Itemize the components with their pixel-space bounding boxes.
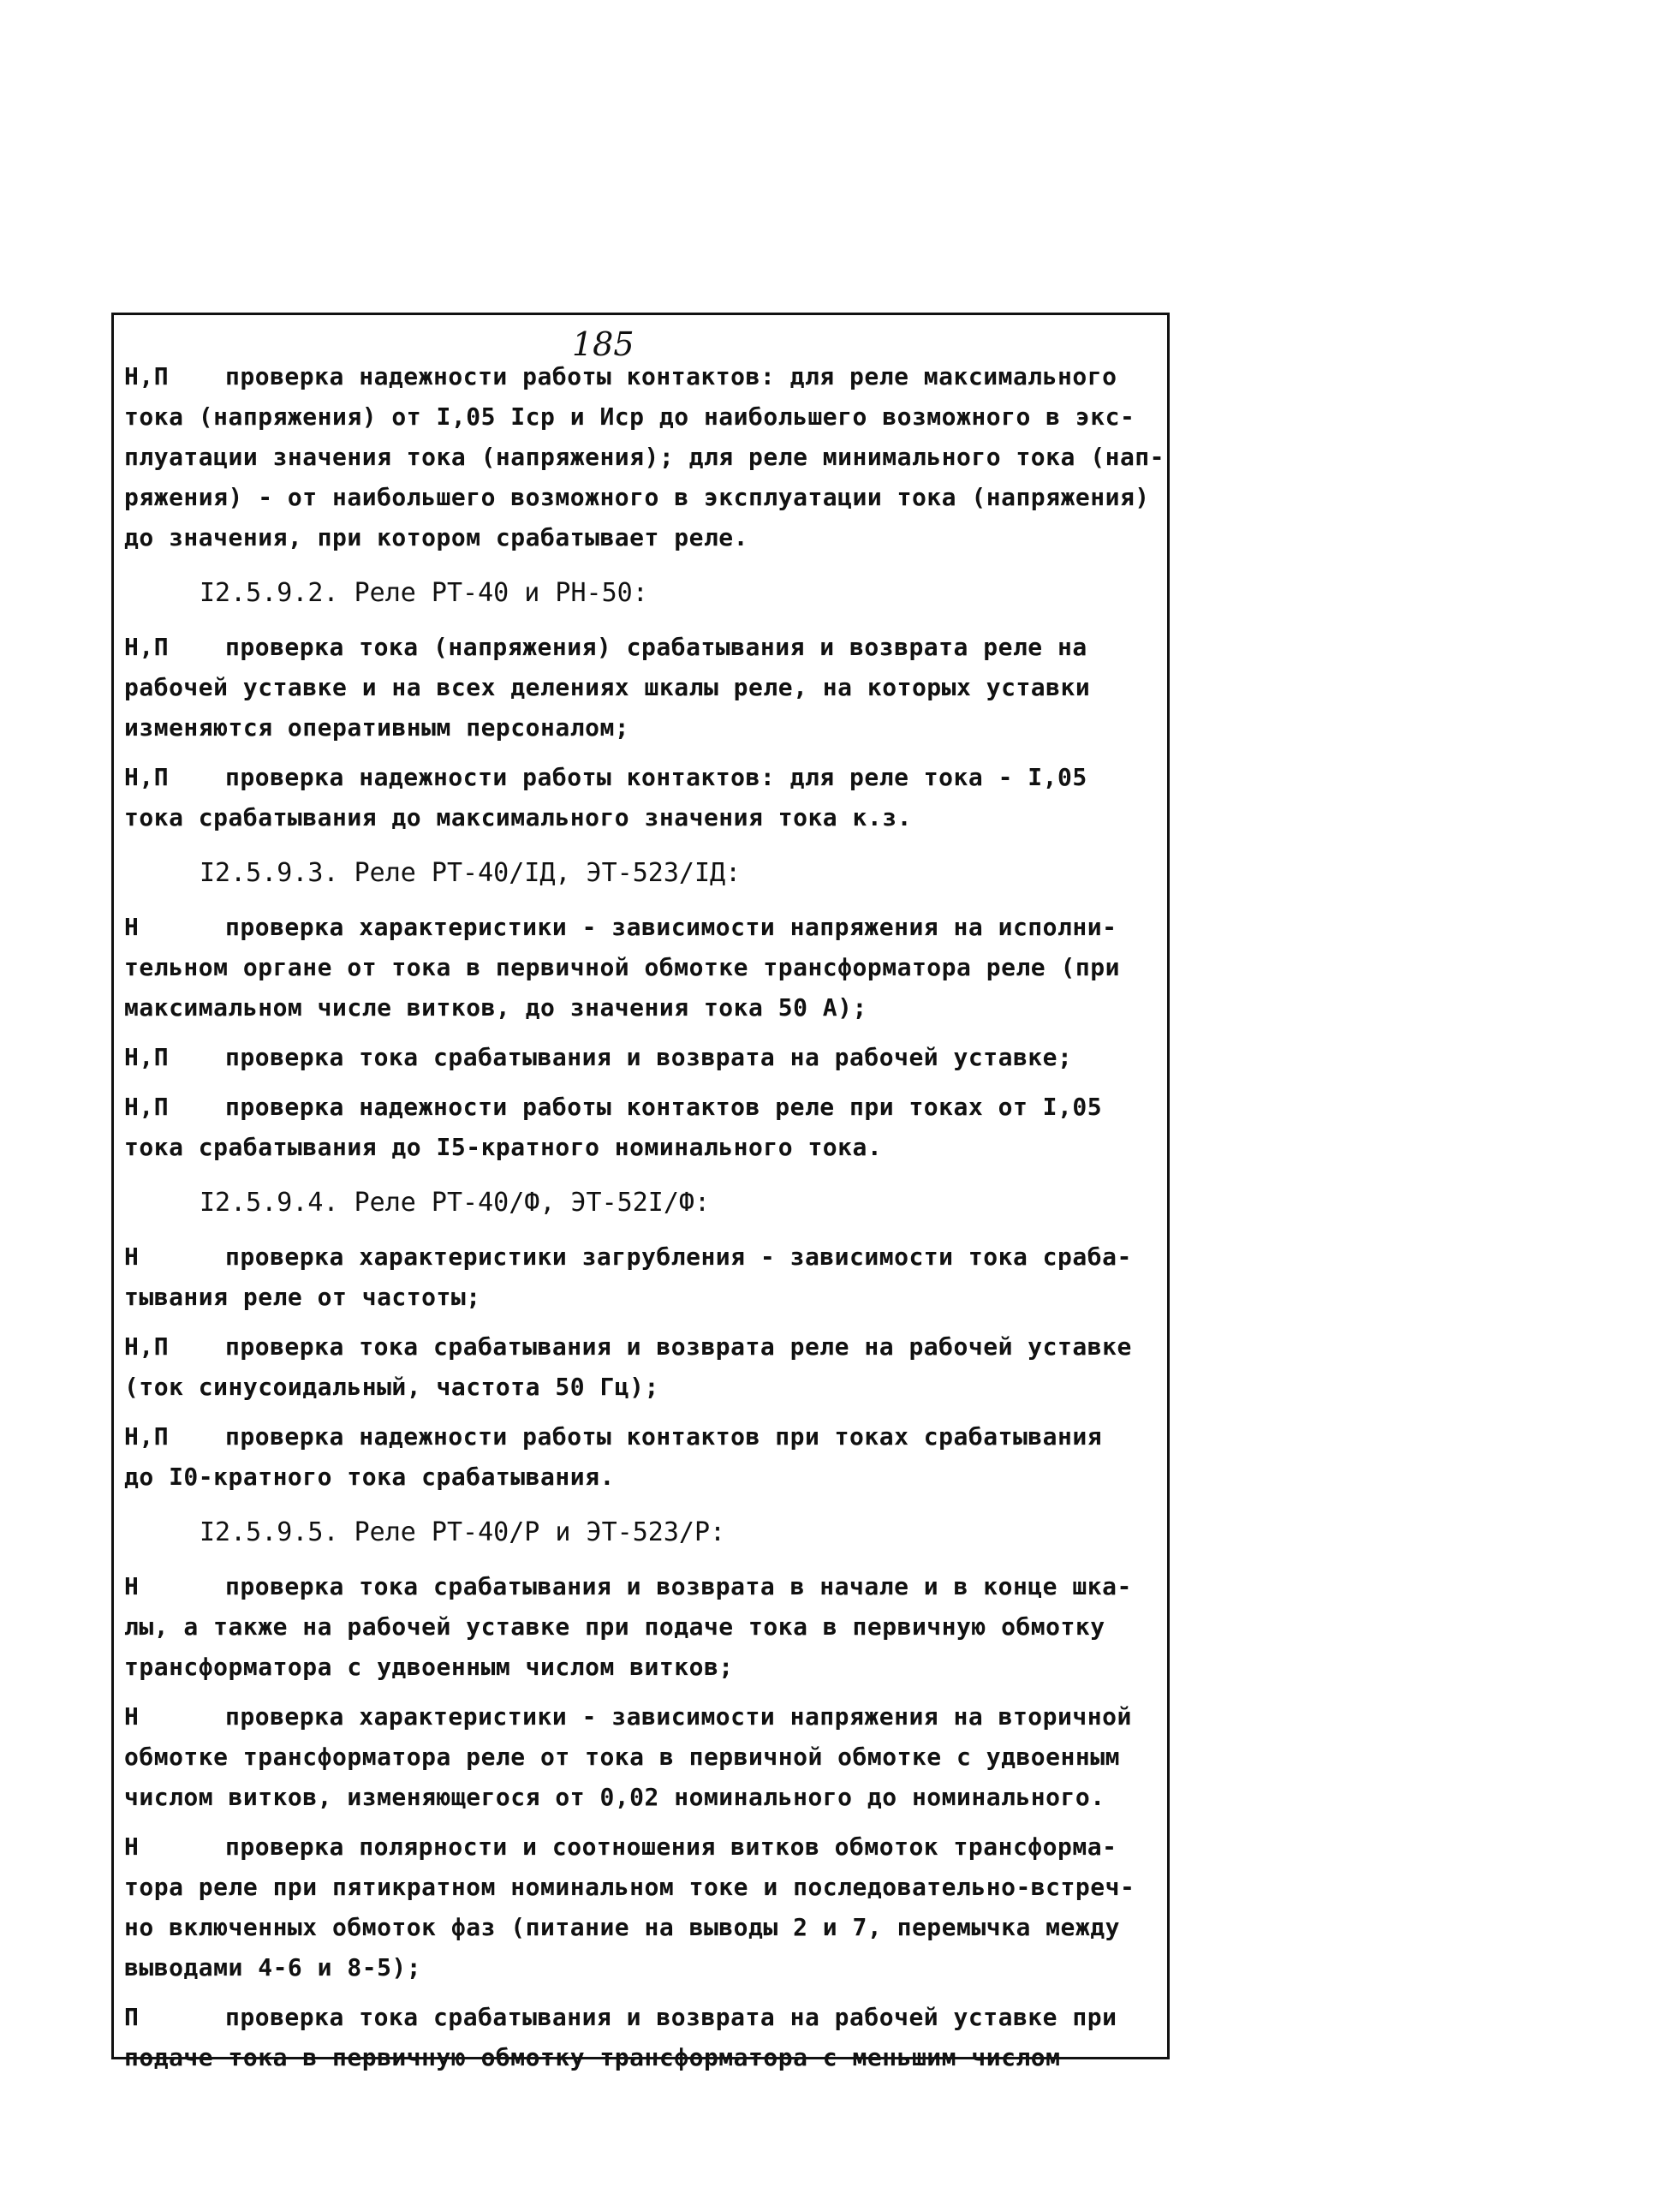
check-type-code: Н,П (124, 362, 170, 390)
line-text: проверка тока срабатывания и возврата на рабочей уставке при (225, 2003, 1117, 2031)
page-number: 185 (572, 325, 634, 363)
line-text: тока срабатывания до I5-кратного номинального тока. (124, 1133, 883, 1161)
line-text: трансформатора с удвоенным числом витков; (124, 1653, 734, 1681)
text-line (124, 711, 629, 745)
line-text: лы, а также на рабочей уставке при подаче тока в первичную обмотку (124, 1612, 1105, 1641)
text-line (124, 400, 1135, 434)
line-text: проверка тока срабатывания и возврата реле на рабочей уставке (225, 1332, 1132, 1361)
line-text: проверка характеристики - зависимости напряжения на исполни- (225, 913, 1117, 941)
line-text: проверка надежности работы контактов реле при токах от I,05 (225, 1093, 1103, 1121)
line-text: проверка надежности работы контактов: для реле максимального (225, 362, 1117, 390)
check-type-code: Н,П (124, 1093, 170, 1121)
section-heading: I2.5.9.3. Реле РТ-40/IД, ЭТ-523/IД: (200, 858, 742, 888)
check-type-code: Н (124, 1572, 140, 1600)
text-line (124, 1240, 1132, 1274)
line-text: числом витков, изменяющегося от 0,02 номинального до номинального. (124, 1783, 1105, 1811)
line-text: плуатации значения тока (напряжения); для реле минимального тока (нап- (124, 443, 1165, 471)
text-line (124, 1700, 1132, 1734)
check-type-code: Н (124, 1243, 140, 1271)
text-line (124, 1610, 1105, 1644)
line-text: рабочей уставке и на всех делениях шкалы реле, на которых уставки (124, 673, 1091, 701)
text-line (124, 670, 1090, 705)
text-line (124, 1280, 481, 1314)
check-type-code: Н,П (124, 1332, 170, 1361)
line-text: тельном органе от тока в первичной обмотке трансформатора реле (при (124, 953, 1120, 981)
text-line (124, 1830, 1117, 1864)
line-text: проверка надежности работы контактов: для реле тока - I,05 (225, 763, 1087, 791)
check-type-code: Н (124, 1702, 140, 1731)
text-line (124, 760, 1087, 795)
line-text: подаче тока в первичную обмотку трансформатора с меньшим числом (124, 2043, 1061, 2071)
line-text: обмотке трансформатора реле от тока в первичной обмотке с удвоенным (124, 1743, 1120, 1771)
line-text: до значения, при котором срабатывает реле. (124, 523, 749, 551)
check-type-code: Н,П (124, 1043, 170, 1071)
line-text: проверка тока срабатывания и возврата в начале и в конце шка- (225, 1572, 1132, 1600)
text-line (124, 1951, 421, 1985)
text-line (124, 521, 748, 555)
text-line (124, 1460, 615, 1494)
check-type-code: Н,П (124, 763, 170, 791)
text-line (124, 1780, 1105, 1815)
text-line (124, 2000, 1117, 2035)
text-line (124, 1040, 1072, 1075)
text-line (124, 1130, 882, 1165)
text-line (124, 1570, 1132, 1604)
text-line (124, 1650, 734, 1684)
line-text: проверка полярности и соотношения витков обмоток трансформа- (225, 1832, 1117, 1861)
text-line (124, 1740, 1120, 1774)
section-heading: I2.5.9.5. Реле РТ-40/Р и ЭТ-523/Р: (200, 1517, 726, 1547)
line-text: тока срабатывания до максимального значения тока к.з. (124, 803, 912, 831)
text-line (124, 360, 1117, 394)
line-text: проверка надежности работы контактов при токах срабатывания (225, 1422, 1103, 1451)
text-line (124, 1330, 1132, 1364)
text-line (124, 950, 1120, 985)
line-text: проверка характеристики загрубления - зависимости тока сраба- (225, 1243, 1132, 1271)
text-line (124, 801, 912, 835)
check-type-code: Н (124, 913, 140, 941)
line-text: проверка характеристики - зависимости напряжения на вторичной (225, 1702, 1132, 1731)
section-heading: I2.5.9.2. Реле РТ-40 и РН-50: (200, 578, 648, 608)
text-line (124, 630, 1087, 664)
text-line (124, 1870, 1135, 1904)
line-text: (ток синусоидальный, частота 50 Гц); (124, 1373, 659, 1401)
text-line (124, 1910, 1120, 1945)
text-line (124, 1370, 659, 1404)
line-text: ряжения) - от наибольшего возможного в эксплуатации тока (напряжения) (124, 483, 1150, 511)
line-text: проверка тока срабатывания и возврата на рабочей уставке; (225, 1043, 1073, 1071)
line-text: максимальном числе витков, до значения тока 50 А); (124, 993, 867, 1022)
text-line (124, 2041, 1061, 2075)
check-type-code: П (124, 2003, 140, 2031)
text-line (124, 991, 867, 1025)
line-text: выводами 4-6 и 8-5); (124, 1953, 422, 1981)
line-text: изменяются оперативным персоналом; (124, 713, 630, 742)
check-type-code: Н (124, 1832, 140, 1861)
line-text: тывания реле от частоты; (124, 1283, 481, 1311)
text-line (124, 480, 1150, 515)
text-line (124, 910, 1117, 945)
text-line (124, 1420, 1102, 1454)
line-text: тора реле при пятикратном номинальном токе и последовательно-встреч- (124, 1873, 1135, 1901)
text-line (124, 1090, 1102, 1124)
line-text: проверка тока (напряжения) срабатывания и возврата реле на (225, 633, 1087, 661)
line-text: до I0-кратного тока срабатывания. (124, 1463, 615, 1491)
line-text: но включенных обмоток фаз (питание на выводы 2 и 7, перемычка между (124, 1913, 1120, 1941)
section-heading: I2.5.9.4. Реле РТ-40/Ф, ЭТ-52I/Ф: (200, 1188, 711, 1218)
line-text: тока (напряжения) от I,05 Iср и Иср до наибольшего возможного в экс- (124, 402, 1135, 431)
check-type-code: Н,П (124, 633, 170, 661)
check-type-code: Н,П (124, 1422, 170, 1451)
text-line (124, 440, 1165, 474)
